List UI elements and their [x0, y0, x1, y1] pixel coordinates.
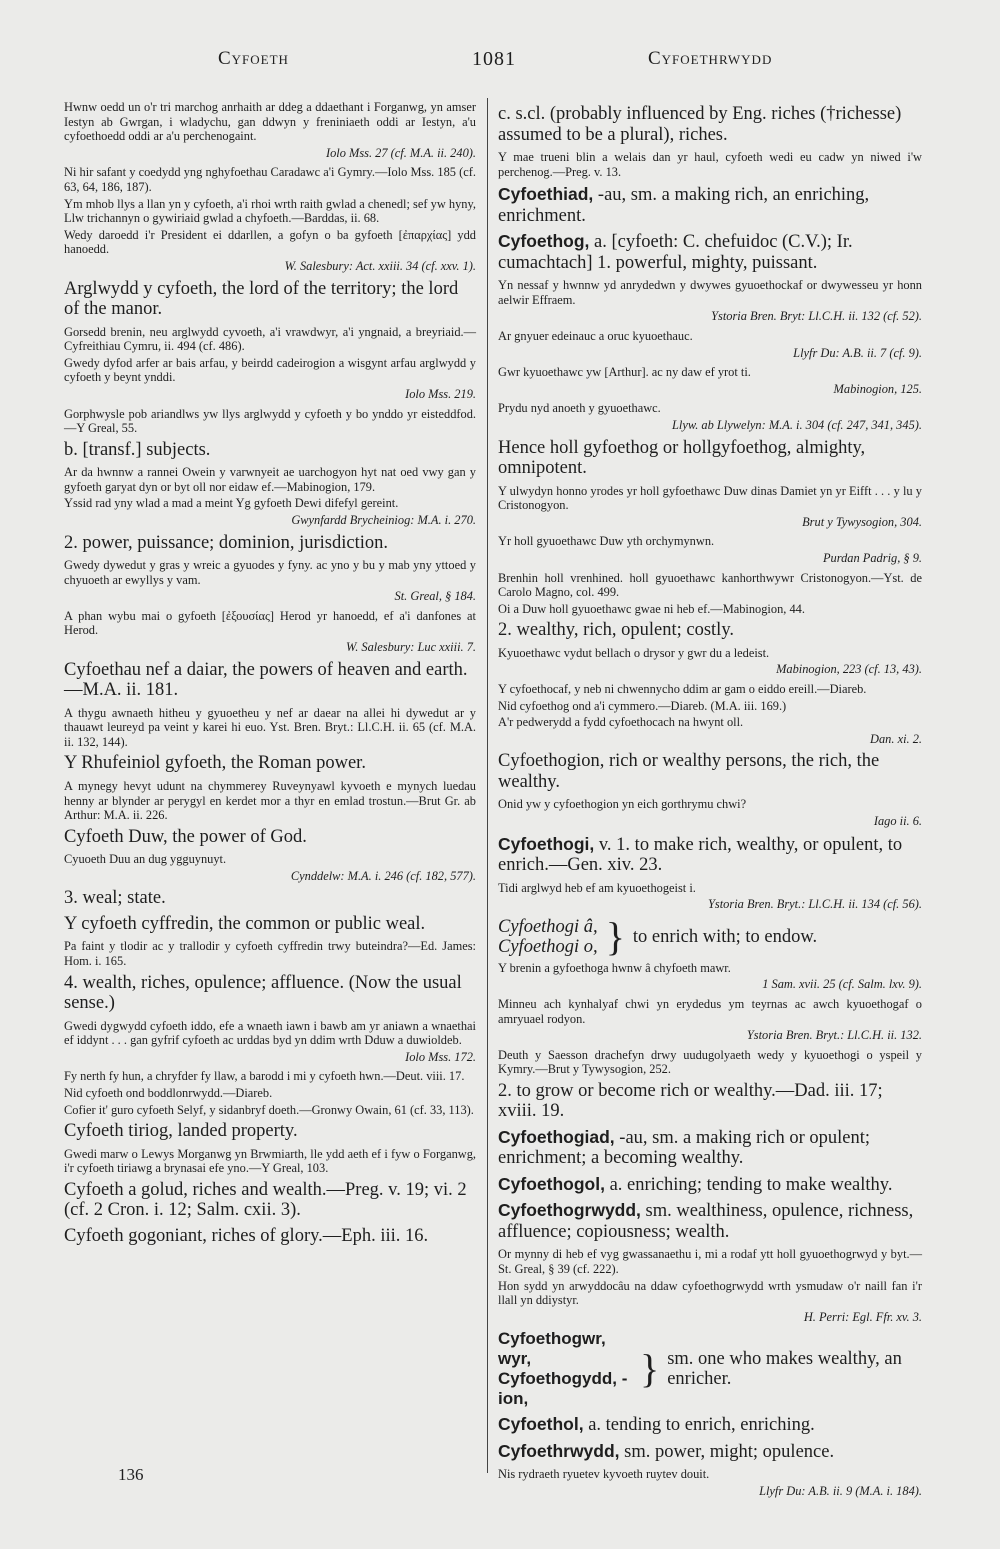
quotation: Onid yw y cyfoethogion yn eich gorthrymu chwi? — [498, 797, 747, 812]
quotation: Yn nessaf y hwnnw yd anrydedwn y dwywes gyuoethockaf or dwywesseu yr honn aelwir Effraem. — [498, 278, 922, 307]
sense-definition: 3. weal; state. — [64, 888, 166, 909]
definition: -au, sm. a making rich or opulent; enrichment; a becoming wealthy. — [498, 1127, 871, 1169]
quotation: Minneu ach kynhalyaf chwi yn erydedus ym teyrnas ac awch kyuoethogaf o amryuael rodyon. — [498, 996, 922, 1026]
definition: sm. wealthiness, opulence, richness, affluence; copiousness; wealth. — [498, 1201, 914, 1242]
quotation: Oi a Duw holl gyuoethawc gwae ni heb ef.—Mabinogion, 44. — [498, 601, 805, 616]
sense-definition: 4. wealth, riches, opulence; affluence. (Now the usual sense.) — [64, 972, 462, 1014]
headword-entry — [498, 231, 922, 273]
quotation: Ar da hwnnw a rannei Owein y varwnyeit ae uarchogyon hyt nat oed vwy gan y gyfoeth garyat dyn or byt oll nor eidaw ef.—Mabinogion, 179. — [64, 465, 476, 494]
quotation: Y mae trueni blin a welais dan yr haul, cyfoeth wedi eu cadw yn niwed i'w perchenog.—Preg. v. 13. — [498, 150, 922, 179]
signature-mark: 136 — [118, 1465, 144, 1484]
quotation: Gwr kyuoethawc yw [Arthur]. ac ny daw ef yrot ti. — [498, 365, 751, 380]
definition: a. [cyfoeth: C. chefuidoc (C.V.); Ir. cumachtach] 1. powerful, mighty, puissant. — [498, 232, 853, 273]
headword: Cyfoethogrwydd, — [498, 1200, 641, 1221]
quotation: Brenhin holl vrenhined. holl gyuoethawc kanhorthwywr Cristonogyon.—Yst. de Carolo Magno, col. 499. — [498, 570, 922, 600]
quotation: Gwedi dygwydd cyfoeth iddo, efe a wnaeth iawn i bawb am yr aniawn a wnaethai ef iddynt . . . gan gyfrif cyfoeth ac urddas byd yn ddim wrth Dduw a duwioldeb. — [64, 1018, 476, 1048]
quotation: Yr holl gyuoethawc Duw yth orchymynwn. — [498, 534, 715, 549]
bracketed-headword: Cyfoethogi â, — [498, 916, 598, 937]
quotation: A thygu awnaeth hitheu y gyuoetheu y nef ar daear na allei hi dywedut ar y thauawt leureyd pa veint y karei hi euo. Yst. Bren. Bryt.: Ll.C.H. ii. 65 (cf. M.A. ii. 132, 144). — [64, 705, 476, 749]
sense-definition: Cyfoethogion, rich or wealthy persons, the rich, the wealthy. — [498, 751, 880, 792]
quotation: Hon sydd yn arwyddocâu na ddaw cyfoethogrwydd wrth ysmudaw o'r naill fan i'r llall yn ddiystyr. — [498, 1278, 922, 1308]
quotation: Gwedy dyfod arfer ar bais arfau, y beirdd cadeirogion a wisgynt arfau arglwydd y cyfoeth y beynt ynddi. — [64, 355, 476, 385]
citation: Iago ii. 6. — [873, 813, 922, 828]
page-number: 1081 — [472, 48, 516, 70]
sense-definition: Cyfoeth gogoniant, riches of glory.—Eph. iii. 16. — [64, 1225, 429, 1246]
headword-entry — [498, 1127, 922, 1169]
quotation: Pa faint y tlodir ac y trallodir y cyfoeth cyffredin trwy buteindra?—Ed. James: Hom. i. 165. — [64, 939, 476, 968]
definition: -au, sm. a making rich, an enriching, enrichment. — [498, 185, 870, 226]
sense-definition: 2. wealthy, rich, opulent; costly. — [498, 620, 734, 641]
citation: Llyfr Du: A.B. ii. 9 (M.A. i. 184). — [759, 1483, 922, 1498]
sense-definition: c. s.cl. (probably influenced by Eng. riches (†richesse) assumed to be a plural), riches. — [498, 104, 902, 145]
citation: W. Salesbury: Luc xxiii. 7. — [346, 640, 476, 655]
quotation: Nis rydraeth ryuetev kyvoeth ruytev douit. — [498, 1467, 710, 1482]
bracketed-headword: Cyfoethogydd, -ion, — [498, 1369, 628, 1409]
quotation: Ym mhob llys a llan yn y cyfoeth, a'i rhoi wrth raith gwlad a chenedl; sef yw hyny, Llw trichannyn o gywiriaid gwlad a chyfoeth.—Barddas, ii. 68. — [64, 196, 476, 226]
sense-definition: Cyfoethau nef a daiar, the powers of heaven and earth.—M.A. ii. 181. — [64, 659, 468, 701]
quotation: Cyuoeth Duu an dug ygguynuyt. — [64, 852, 227, 867]
quotation: Nid cyfoeth ond boddlonrwydd.—Diareb. — [64, 1085, 273, 1100]
citation: Ystoria Bren. Bryt.: Ll.C.H. ii. 132. — [746, 1028, 922, 1043]
headword: Cyfoethog, — [498, 231, 590, 252]
quotation: Y cyfoethocaf, y neb ni chwennycho ddim ar gam o eiddo ereill.—Diareb. — [498, 681, 867, 696]
citation: Mabinogion, 223 (cf. 13, 43). — [776, 662, 922, 677]
quotation: Nid cyfoethog ond a'i cymmero.—Diareb. (M.A. iii. 169.) — [498, 698, 787, 713]
headword-entry — [498, 1174, 922, 1196]
citation: Purdan Padrig, § 9. — [822, 550, 922, 565]
citation: Llyw. ab Llywelyn: M.A. i. 304 (cf. 247, 341, 345). — [672, 417, 922, 432]
quotation: Ni hir safant y coedydd yng nghyfoethau Caradawc a'i Gymry.—Iolo Mss. 185 (cf. 63, 64, 186, 187). — [64, 165, 476, 194]
citation: St. Greal, § 184. — [394, 589, 476, 604]
citation: Iolo Mss. 219. — [405, 386, 476, 401]
brace-glyph: } — [605, 913, 625, 959]
bracketed-entry — [498, 1329, 922, 1409]
quotation: Gwedi marw o Lewys Morganwg yn Brwmiarth, lle ydd aeth ef i fyw o Forganwg, i'r cyfoeth tiriawg a brynasai efe yno.—Y Greal, 103. — [64, 1146, 476, 1176]
headword: Cyfoethogi, — [498, 833, 595, 854]
sense-definition: Hence holl gyfoethog or hollgyfoethog, almighty, omnipotent. — [498, 437, 866, 479]
citation: H. Perri: Egl. Ffr. xv. 3. — [803, 1309, 922, 1324]
headword: Cyfoethogol, — [498, 1173, 605, 1194]
bracketed-headword: Cyfoethogi o, — [498, 936, 598, 957]
sense-definition: Cyfoeth tiriog, landed property. — [64, 1121, 298, 1142]
citation: Cynddelw: M.A. i. 246 (cf. 182, 577). — [290, 868, 476, 883]
quotation: Deuth y Saesson drachefyn drwy uudugolyaeth wedy y kyuoethogi o yspeil y Kymry.—Brut y Tywysogion, 252. — [498, 1047, 922, 1077]
citation: Iolo Mss. 172. — [405, 1049, 476, 1064]
quotation: Yssid rad yny wlad a mad a meint Yg gyfoeth Dewi difefyl gereint. — [64, 496, 399, 511]
quotation: Hwnw oedd un o'r tri marchog anrhaith ar ddeg a ddaethant i Forganwg, yn amser Iestyn ab Gwrgan, i wladychu, gan ddwyn y freniniaeth oddi ar Iestyn, a'u cyfoethoedd oddi ar a'u perchenogaint. — [64, 100, 476, 144]
quotation: A mynegy hevyt udunt na chymmerey Ruveynyawl kyvoeth e mynych luedau henny ar blynder ar perygyl en kerdet mor a thyr en emlad trostun.—Brut Gr. ab Arthur: M.A. ii. 226. — [64, 778, 476, 823]
headword-entry — [498, 834, 922, 876]
headword-entry — [498, 1200, 922, 1242]
headword-entry — [498, 1414, 922, 1436]
citation: Ystoria Bren. Bryt: Ll.C.H. ii. 132 (cf. 52). — [711, 309, 922, 324]
right-column — [498, 100, 922, 1504]
quotation: Gorsedd brenin, neu arglwydd cyvoeth, a'i vrawdwyr, a'i yngnaid, a breyriaid.—Cyfreithiau Cymru, ii. 494 (cf. 486). — [64, 324, 476, 354]
quotation: Gwedy dywedut y gras y wreic a gyuodes y fyny. ac yno y bu y mab yny yttoed y chyuoeth ar ewyllys y vam. — [64, 558, 476, 587]
citation: Llyfr Du: A.B. ii. 7 (cf. 9). — [793, 345, 922, 360]
definition: a. tending to enrich, enriching. — [583, 1415, 815, 1436]
headword-entry — [498, 184, 922, 226]
sense-definition: Arglwydd y cyfoeth, the lord of the territory; the lord of the manor. — [64, 278, 459, 320]
definition: sm. one who makes wealthy, an enricher. — [667, 1349, 902, 1390]
citation: Mabinogion, 125. — [833, 381, 922, 396]
headword: Cyfoethogiad, — [498, 1126, 615, 1147]
citation: 1 Sam. xvii. 25 (cf. Salm. lxv. 9). — [762, 977, 922, 992]
quotation: Ar gnyuer edeinauc a oruc kyuoethauc. — [498, 328, 693, 343]
running-head-left: Cyfoeth — [218, 48, 289, 69]
quotation: Or mynny di heb ef vyg gwassanaethu i, mi a rodaf ytt holl gyuoethogrwyd y byt.—St. Greal, § 39 (cf. 222). — [498, 1247, 922, 1276]
running-head-right: Cyfoethrwydd — [648, 48, 773, 69]
citation: Gwynfardd Brycheiniog: M.A. i. 270. — [291, 512, 476, 527]
quotation: Prydu nyd anoeth y gyuoethawc. — [498, 401, 661, 416]
citation: Dan. xi. 2. — [870, 731, 922, 746]
headword: Cyfoethol, — [498, 1414, 584, 1435]
sense-definition: 2. to grow or become rich or wealthy.—Dad. iii. 17; xviii. 19. — [498, 1080, 883, 1122]
definition: v. 1. to make rich, wealthy, or opulent, to enrich.—Gen. xiv. 23. — [498, 834, 903, 876]
headword: Cyfoethrwydd, — [498, 1440, 620, 1461]
definition: sm. power, might; opulence. — [619, 1441, 835, 1462]
quotation: Kyuoethawc vydut bellach o drysor y gwr du a ledeist. — [498, 645, 770, 660]
quotation: Fy nerth fy hun, a chryfder fy llaw, a barodd i mi y cyfoeth hwn.—Deut. viii. 17. — [64, 1069, 465, 1084]
quotation: Y ulwydyn honno yrodes yr holl gyfoethawc Duw dinas Damiet yn yr Eifft . . . y lu y Cristonogyon. — [498, 483, 922, 513]
sense-definition: 2. power, puissance; dominion, jurisdiction. — [64, 532, 388, 553]
quotation: Wedy daroedd i'r President ei ddarllen, a gofyn o ba gyfoeth [ἐπαρχίας] ydd hanoedd. — [64, 227, 476, 257]
brace-glyph: } — [640, 1346, 660, 1392]
citation: Iolo Mss. 27 (cf. M.A. ii. 240). — [325, 145, 476, 160]
headword: Cyfoethiad, — [498, 184, 594, 205]
sense-definition: Y cyfoeth cyffredin, the common or public weal. — [64, 913, 426, 934]
sense-definition: Y Rhufeiniol gyfoeth, the Roman power. — [64, 753, 366, 774]
left-column — [64, 100, 476, 1251]
quotation: Gorphwysle pob ariandlws yw llys arglwydd y cyfoeth y bo ynddo yr eisteddfod.—Y Greal, 55. — [64, 406, 476, 436]
citation: W. Salesbury: Act. xxiii. 34 (cf. xxv. 1). — [284, 258, 476, 273]
headword-entry — [498, 1441, 922, 1463]
quotation: A phan wybu mai o gyfoeth [ἐξουσίας] Herod yr hanoedd, ef a'i danfones at Herod. — [64, 608, 476, 638]
quotation: A'r pedwerydd a fydd cyfoethocach na hwynt oll. — [498, 715, 744, 730]
column-rule — [487, 98, 488, 1473]
sense-definition: Cyfoeth a golud, riches and wealth.—Preg. v. 19; vi. 2 (cf. 2 Cron. i. 12; Salm. cxii. 3). — [64, 1179, 467, 1221]
bracketed-entry — [498, 913, 922, 959]
quotation: Tidi arglwyd heb ef am kyuoethogeist i. — [498, 880, 696, 895]
citation: Brut y Tywysogion, 304. — [802, 514, 922, 529]
sense-definition: b. [transf.] subjects. — [64, 439, 211, 460]
quotation: Y brenin a gyfoethoga hwnw â chyfoeth mawr. — [498, 960, 731, 975]
definition: to enrich with; to endow. — [632, 926, 818, 947]
definition: a. enriching; tending to make wealthy. — [604, 1174, 893, 1195]
citation: Ystoria Bren. Bryt.: Ll.C.H. ii. 134 (cf. 56). — [708, 897, 922, 912]
bracketed-headword: Cyfoethogwr, wyr, — [498, 1329, 606, 1369]
sense-definition: Cyfoeth Duw, the power of God. — [64, 826, 307, 847]
quotation: Cofier it' guro cyfoeth Selyf, y sidanbryf doeth.—Gronwy Owain, 61 (cf. 33, 113). — [64, 1102, 474, 1117]
